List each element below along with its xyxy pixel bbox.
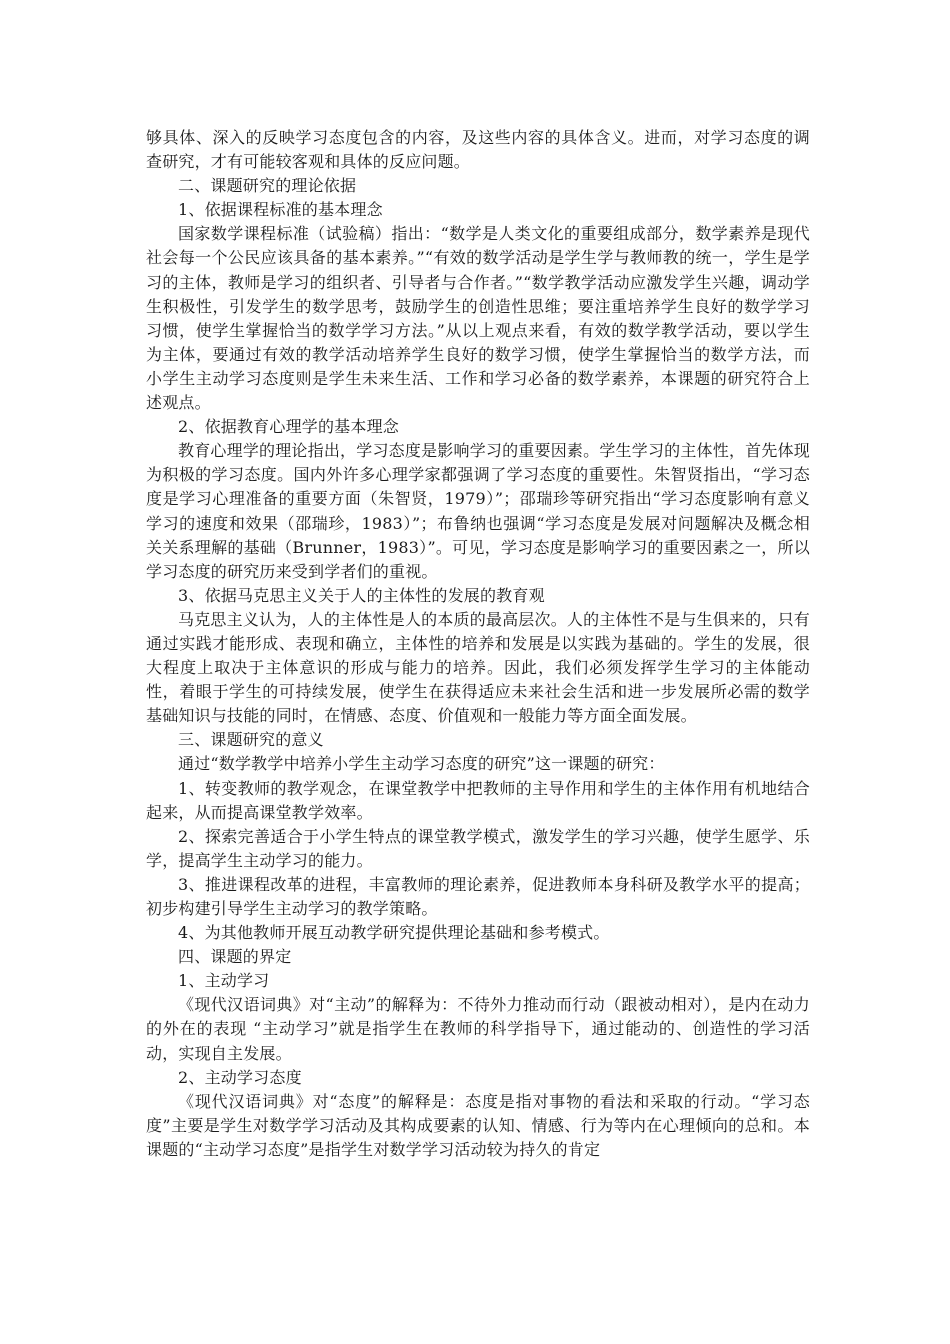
- section-heading-definition: 四、课题的界定: [178, 947, 292, 967]
- section-heading-theory-basis: 二、课题研究的理论依据: [178, 176, 357, 196]
- paragraph-continuation: 够具体、深入的反映学习态度包含的内容，及这些内容的具体含义。进而，对学习态度的调查研究，才有可能较客观和具体的反应问题。: [146, 128, 810, 172]
- significance-item-3: 3、推进课程改革的进程，丰富教师的理论素养，促进教师本身科研及教学水平的提高；初步构建引导学生主动学习的教学策略。: [146, 874, 810, 918]
- paragraph-marxism-subjectivity: 马克思主义认为，人的主体性是人的本质的最高层次。人的主体性不是与生俱来的，只有通过实践才能形成、表现和确立，主体性的培养和发展是以实践为基础的。学生的发展，很大程度上取决于主体意识的形成与能力的培养。因此，我们必须发挥学生学习的主体能动性，着眼于学生的可持续发展，使学生在获得适应未来社会生活和进一步发展所必需的数学基础知识与技能的同时，在情感、态度、价值观和一般能力等方面全面发展。: [146, 609, 810, 726]
- document-body: [146, 126, 810, 1162]
- significance-item-2: 2、探索完善适合于小学生特点的课堂教学模式，激发学生的学习兴趣，使学生愿学、乐学，提高学生主动学习的能力。: [146, 826, 810, 870]
- paragraph-active-learning-attitude: 《现代汉语词典》对“态度”的解释是：态度是指对事物的看法和采取的行动。“学习态度”主要是学生对数学学习活动及其构成要素的认知、情感、行为等内在心理倾向的总和。本课题的“主动学习态度”是指学生对数学学习活动较为持久的肯定: [146, 1091, 810, 1159]
- subheading-active-learning: 1、主动学习: [178, 971, 270, 991]
- paragraph-curriculum-standard: 国家数学课程标准（试验稿）指出：“数学是人类文化的重要组成部分，数学素养是现代社会每一个公民应该具备的基本素养。”“有效的数学活动是学生学与教师教的统一，学生是学习的主体，教师是学习的组织者、引导者与合作者。”“数学教学活动应激发学生兴趣，调动学生积极性，引发学生的数学思考，鼓励学生的创造性思维；要注重培养学生良好的数学学习习惯，使学生掌握恰当的数学学习方法。”从以上观点来看，有效的数学教学活动，要以学生为主体，要通过有效的教学活动培养学生良好的数学习惯，使学生掌握恰当的数学方法，而小学生主动学习态度则是学生未来生活、工作和学习必备的数学素养，本课题的研究符合上述观点。: [146, 224, 810, 413]
- paragraph-active-learning: 《现代汉语词典》对“主动”的解释为：不待外力推动而行动（跟被动相对），是内在动力的外在的表现 “主动学习”就是指学生在教师的科学指导下，通过能动的、创造性的学习活动，实现自主发展。: [146, 995, 810, 1063]
- significance-item-1: 1、转变教师的教学观念，在课堂教学中把教师的主导作用和学生的主体作用有机地结合起来，从而提高课堂教学效率。: [146, 778, 810, 822]
- paragraph-educational-psychology: 教育心理学的理论指出，学习态度是影响学习的重要因素。学生学习的主体性，首先体现为积极的学习态度。国内外许多心理学家都强调了学习态度的重要性。朱智贤指出，“学习态度是学习心理准备的重要方面（朱智贤，1979）”；邵瑞珍等研究指出“学习态度影响有意义学习的速度和效果（邵瑞珍，1983）”；布鲁纳也强调“学习态度是发展对问题解决及概念相关关系理解的基础（Brunner，1983）”。可见，学习态度是影响学习的重要因素之一，所以学习态度的研究历来受到学者们的重视。: [146, 441, 810, 581]
- paragraph-significance-intro: 通过“数学教学中培养小学生主动学习态度的研究”这一课题的研究：: [178, 754, 665, 774]
- significance-item-4: 4、为其他教师开展互动教学研究提供理论基础和参考模式。: [178, 923, 610, 943]
- subheading-curriculum-standard: 1、依据课程标准的基本理念: [178, 200, 383, 220]
- section-heading-significance: 三、课题研究的意义: [178, 730, 324, 750]
- subheading-marxism-subjectivity: 3、依据马克思主义关于人的主体性的发展的教育观: [178, 585, 545, 605]
- subheading-active-learning-attitude: 2、主动学习态度: [178, 1067, 302, 1087]
- subheading-educational-psychology: 2、依据教育心理学的基本理念: [178, 417, 399, 437]
